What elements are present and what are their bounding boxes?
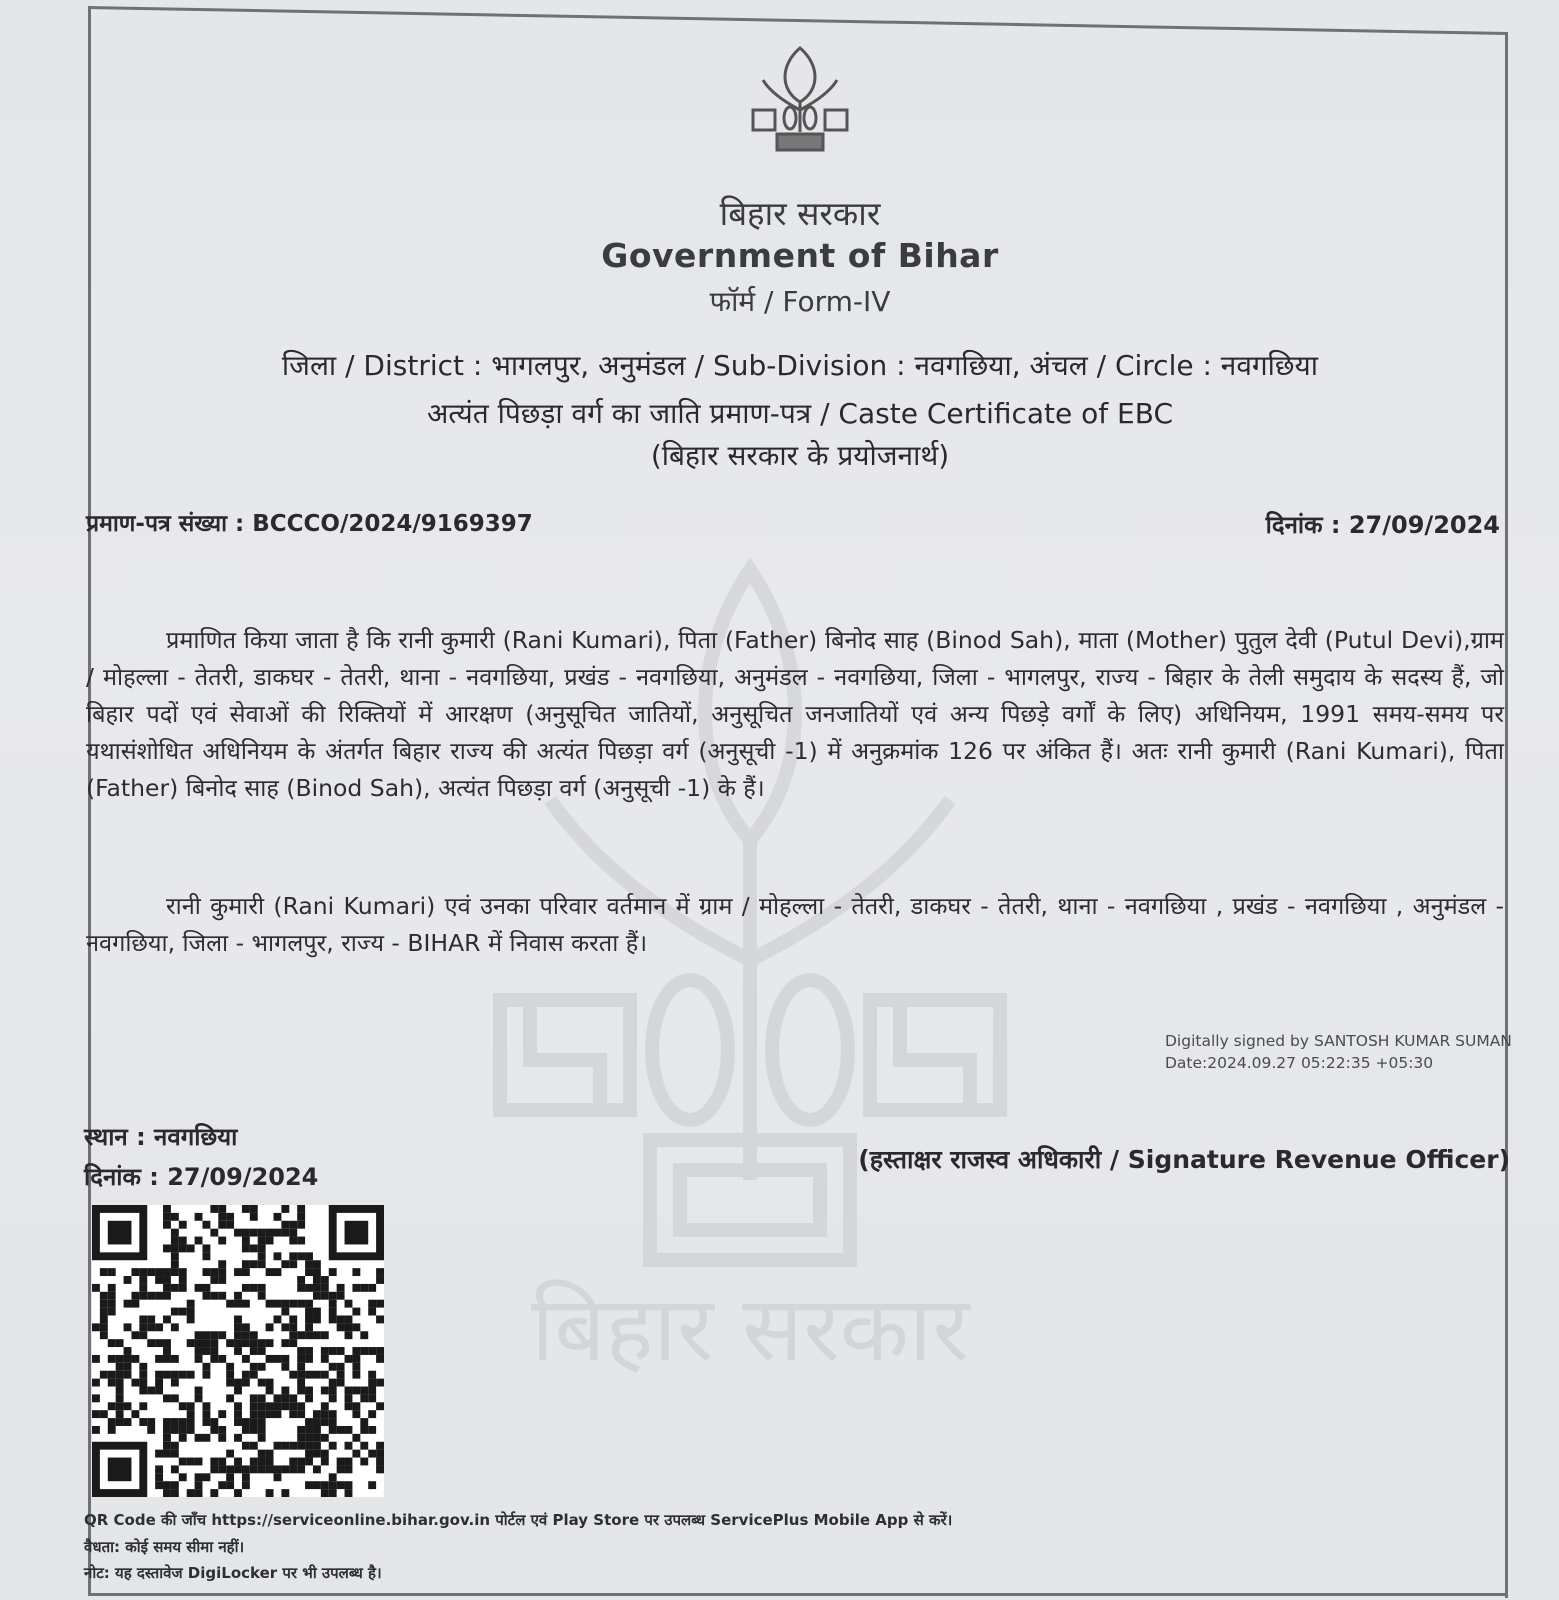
certificate-body-paragraph-1 xyxy=(86,622,1504,807)
form-number: फॉर्म / Form-IV xyxy=(709,285,891,318)
digital-signature-block xyxy=(1165,1030,1512,1074)
paragraph-2-text: रानी कुमारी (Rani Kumari) एवं उनका परिवार वर्तमान में ग्राम / मोहल्ला - तेतरी, डाकघर - तेतरी, थाना - नवगछिया , प्रखंड - नवगछिया , अनुमंडल - नवगछिया, जिला - भागलपुर, राज्य - BIHAR में निवास करता हैं। xyxy=(86,892,1504,957)
certificate-purpose: (बिहार सरकार के प्रयोजनार्थ) xyxy=(650,439,950,472)
footer-date: दिनांक : 27/09/2024 xyxy=(84,1163,319,1191)
header-hindi-title: बिहार सरकार xyxy=(719,194,881,233)
digital-signature-signer: Digitally signed by SANTOSH KUMAR SUMAN xyxy=(1165,1032,1512,1050)
watermark-text: बिहार सरकार xyxy=(530,1277,970,1380)
footer-qr-note: QR Code की जाँच https://serviceonline.bihar.gov.in पोर्टल एवं Play Store पर उपलब्ध ServicePlus Mobile App से करें। xyxy=(84,1511,953,1529)
signature-label: (हस्ताक्षर राजस्व अधिकारी / Signature Revenue Officer) xyxy=(858,1145,1510,1174)
issue-date: दिनांक : 27/09/2024 xyxy=(1265,511,1500,539)
place-of-issue: स्थान : नवगछिया xyxy=(84,1123,238,1151)
district-line: जिला / District : भागलपुर, अनुमंडल / Sub-Division : नवगछिया, अंचल / Circle : नवगछिया xyxy=(281,349,1319,382)
certificate-title: अत्यंत पिछड़ा वर्ग का जाति प्रमाण-पत्र / Caste Certificate of EBC xyxy=(426,397,1174,430)
footer-validity: वैधता: कोई समय सीमा नहीं। xyxy=(84,1538,245,1556)
paragraph-1-text: प्रमाणित किया जाता है कि रानी कुमारी (Rani Kumari), पिता (Father) बिनोद साह (Binod Sah), माता (Mother) पुतुल देवी (Putul Devi),ग्राम / मोहल्ला - तेतरी, डाकघर - तेतरी, थाना - नवगछिया, प्रखंड - नवगछिया, अनुमंडल - नवगछिया, जिला - भागलपुर, राज्य - बिहार के तेली समुदाय के सदस्य हैं, जो बिहार पदों एवं सेवाओं की रिक्तियों में आरक्षण (अनुसूचित जातियों, अनुसूचित जनजातियों एवं अन्य पिछड़े वर्गों के लिए) अधिनियम, 1991 समय-समय पर यथासंशोधित अधिनियम के अंतर्गत बिहार राज्य की अत्यंत पिछड़ा वर्ग (अनुसूची -1) में अनुक्रमांक 126 पर अंकित हैं। अतः रानी कुमारी (Rani Kumari), पिता (Father) बिनोद साह (Binod Sah), अत्यंत पिछड़ा वर्ग (अनुसूची -1) के हैं। xyxy=(86,626,1504,802)
verification-qr-code[interactable] xyxy=(92,1205,384,1497)
bihar-emblem-logo xyxy=(745,40,855,155)
digital-signature-date: Date:2024.09.27 05:22:35 +05:30 xyxy=(1165,1054,1434,1072)
certificate-body-paragraph-2 xyxy=(86,888,1504,962)
certificate-number: प्रमाण-पत्र संख्या : BCCCO/2024/9169397 xyxy=(86,511,533,537)
header-english-title: Government of Bihar xyxy=(601,236,999,275)
footer-digilocker-note: नोट: यह दस्तावेज DigiLocker पर भी उपलब्ध है। xyxy=(84,1564,382,1582)
